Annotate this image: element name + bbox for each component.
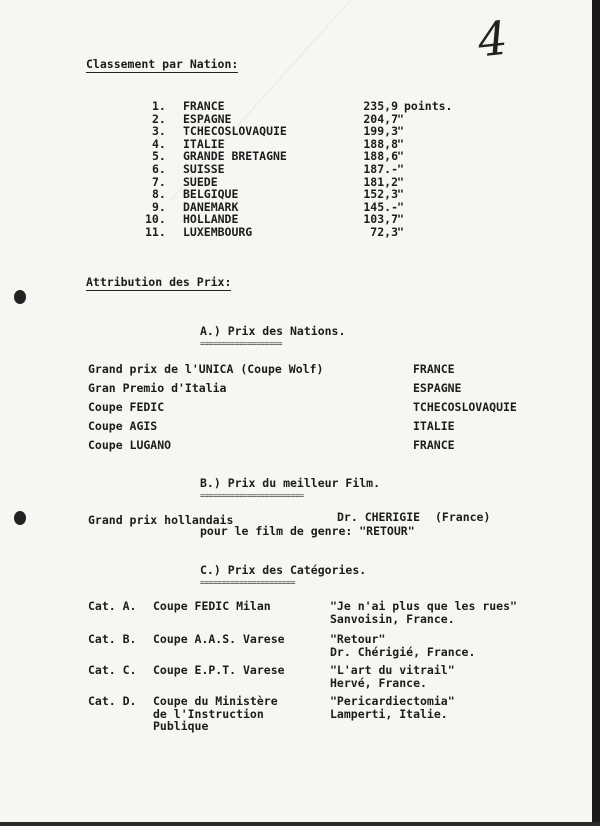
section-b-genre: pour le film de genre: "RETOUR" xyxy=(200,524,415,538)
ranking-nation: TCHECOSLOVAQUIE xyxy=(183,124,287,139)
section-a-underline: =================== xyxy=(200,339,283,348)
section-b-title: B.) Prix du meilleur Film. xyxy=(200,476,381,490)
ranking-nation: SUEDE xyxy=(183,174,218,189)
ranking-unit: " xyxy=(397,199,404,214)
category-label: Cat. D. xyxy=(88,694,137,708)
ranking-heading: Classement par Nation: xyxy=(86,57,239,71)
prize-name: Coupe AGIS xyxy=(88,419,158,433)
ranking-rank: 3. xyxy=(152,124,166,139)
ranking-points: 103,7 xyxy=(363,212,398,227)
ranking-unit: " xyxy=(397,149,404,164)
ranking-rank: 8. xyxy=(152,187,166,202)
prize-winner: TCHECOSLOVAQUIE xyxy=(413,400,517,414)
ranking-points: 188,8 xyxy=(363,136,398,151)
ranking-nation: LUXEMBOURG xyxy=(183,225,253,239)
section-b-winner: Dr. CHERIGIE xyxy=(337,510,421,524)
category-label: Cat. A. xyxy=(88,599,137,613)
ranking-nation: BELGIQUE xyxy=(183,187,239,202)
ranking-unit: " xyxy=(397,212,404,227)
category-cup: Coupe A.A.S. Varese xyxy=(153,632,285,646)
punch-hole-top xyxy=(14,290,26,304)
ranking-nation: FRANCE xyxy=(183,99,225,113)
ranking-unit: " xyxy=(397,124,404,139)
category-cup: Coupe FEDIC Milan xyxy=(153,599,271,613)
category-film: Dr. Chérigié, France. xyxy=(330,645,476,659)
ranking-points: 145.- xyxy=(363,199,398,214)
category-cup: Publique xyxy=(153,719,209,733)
ranking-rank: 6. xyxy=(152,162,166,176)
ranking-points: 187.- xyxy=(363,162,398,176)
ranking-nation: HOLLANDE xyxy=(183,212,239,227)
category-cup: Coupe du Ministère xyxy=(153,694,278,708)
section-b-prize: Grand prix hollandais xyxy=(88,513,234,527)
ranking-points: 181,2 xyxy=(363,174,398,189)
ranking-points: 199,3 xyxy=(363,124,398,139)
prize-winner: FRANCE xyxy=(413,438,455,452)
category-label: Cat. C. xyxy=(88,663,137,677)
ranking-unit: " xyxy=(397,162,404,176)
scan-edge-bottom xyxy=(0,822,600,826)
prize-name: Gran Premio d'Italia xyxy=(88,381,227,395)
ranking-nation: ESPAGNE xyxy=(183,111,232,126)
ranking-rank: 10. xyxy=(145,212,166,227)
punch-hole-bottom xyxy=(14,511,26,525)
ranking-rank: 11. xyxy=(145,225,166,239)
category-film: "Pericardiectomia" xyxy=(330,694,455,708)
category-film: Hervé, France. xyxy=(330,676,427,690)
scan-edge-right xyxy=(592,0,600,826)
ranking-points: 152,3 xyxy=(363,187,398,202)
ranking-unit: " xyxy=(397,111,404,126)
prize-winner: ESPAGNE xyxy=(413,381,462,395)
ranking-rank: 5. xyxy=(152,149,166,164)
prize-name: Coupe FEDIC xyxy=(88,400,165,414)
category-cup: de l'Instruction xyxy=(153,706,264,721)
ranking-unit: points. xyxy=(404,99,453,113)
category-film: "L'art du vitrail" xyxy=(330,663,455,677)
ranking-points: 72,3 xyxy=(370,225,398,239)
ranking-nation: ITALIE xyxy=(183,136,225,151)
ranking-points: 235,9 xyxy=(363,99,398,113)
prize-winner: FRANCE xyxy=(413,362,455,376)
section-c-title: C.) Prix des Catégories. xyxy=(200,563,367,577)
category-label: Cat. B. xyxy=(88,632,137,646)
ranking-rank: 4. xyxy=(152,136,166,151)
ranking-unit: " xyxy=(397,187,404,202)
ranking-unit: " xyxy=(397,174,404,189)
ranking-nation: DANEMARK xyxy=(183,199,239,214)
ranking-rank: 2. xyxy=(152,111,166,126)
ranking-rank: 7. xyxy=(152,174,166,189)
category-film: Sanvoisin, France. xyxy=(330,612,455,626)
category-film: "Retour" xyxy=(330,632,386,646)
section-c-underline: ====================== xyxy=(200,578,295,587)
section-b-underline: ======================== xyxy=(200,491,304,500)
ranking-nation: SUISSE xyxy=(183,162,225,176)
prize-winner: ITALIE xyxy=(413,419,455,433)
handwritten-page-number: 4 xyxy=(475,10,511,68)
ranking-rank: 9. xyxy=(152,199,166,214)
section-b-country: (France) xyxy=(435,510,491,524)
ranking-unit: " xyxy=(397,225,404,239)
ranking-points: 188,6 xyxy=(363,149,398,164)
ranking-unit: " xyxy=(397,136,404,151)
prizes-heading: Attribution des Prix: xyxy=(86,275,232,289)
ranking-rank: 1. xyxy=(152,99,166,113)
ranking-nation: GRANDE BRETAGNE xyxy=(183,149,287,164)
prize-name: Coupe LUGANO xyxy=(88,438,172,452)
ranking-points: 204,7 xyxy=(363,111,398,126)
category-film: "Je n'ai plus que les rues" xyxy=(330,599,517,613)
prize-name: Grand prix de l'UNICA (Coupe Wolf) xyxy=(88,362,324,376)
section-a-title: A.) Prix des Nations. xyxy=(200,324,346,338)
category-cup: Coupe E.P.T. Varese xyxy=(153,663,285,677)
category-film: Lamperti, Italie. xyxy=(330,707,448,721)
